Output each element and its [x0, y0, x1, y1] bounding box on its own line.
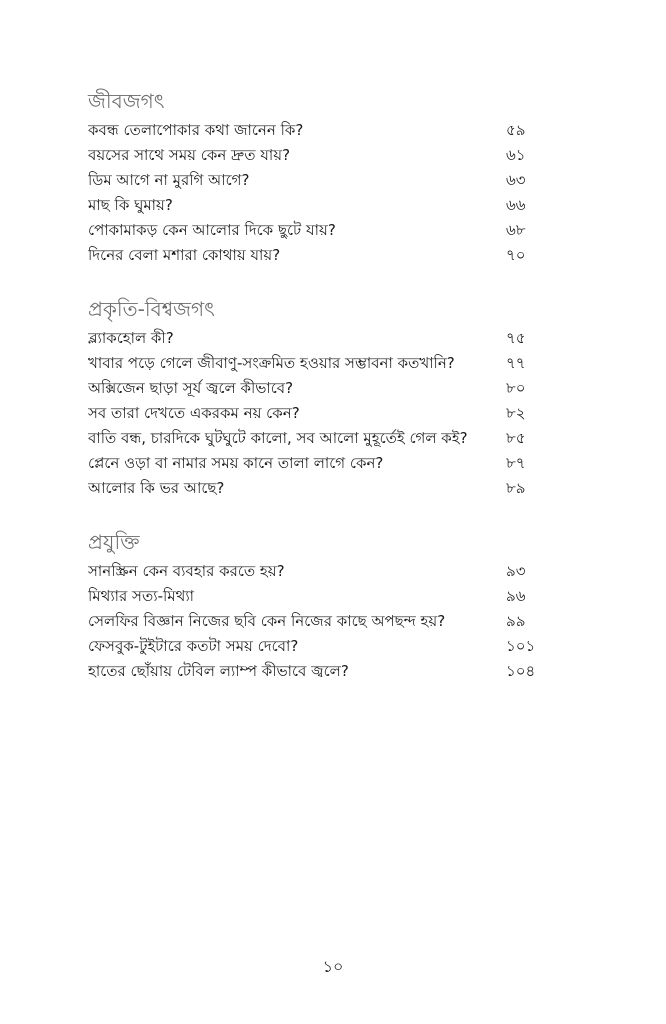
toc-entry-page: ১০১: [506, 637, 536, 655]
page-number: ১০: [322, 957, 344, 976]
toc-entry-title: পোকামাকড় কেন আলোর দিকে ছুটে যায়?: [88, 221, 336, 239]
toc-entry[interactable]: [88, 193, 550, 218]
toc-entry[interactable]: [88, 168, 550, 193]
table-of-contents: [88, 86, 550, 710]
toc-section-jibjagat: [88, 86, 550, 268]
toc-entry-page: ১০৪: [506, 662, 536, 680]
section-heading: জীবজগৎ: [88, 89, 165, 113]
toc-entry-page: ৬৬: [506, 196, 526, 214]
toc-section-prakriti: [88, 294, 550, 501]
toc-entry-page: ৬৩: [506, 171, 526, 189]
toc-entry-page: ৭৫: [506, 329, 526, 347]
toc-entry[interactable]: [88, 351, 550, 376]
toc-entry[interactable]: [88, 609, 550, 634]
toc-entry-title: প্লেনে ওড়া বা নামার সময় কানে তালা লাগে কেন?: [88, 454, 384, 472]
toc-entry[interactable]: [88, 401, 550, 426]
toc-entry[interactable]: [88, 218, 550, 243]
toc-entry-title: বাতি বন্ধ, চারদিকে ঘুটঘুটে কালো, সব আলো মুহূর্তেই গেল কই?: [88, 429, 468, 447]
toc-entry-page: ৮০: [506, 379, 526, 397]
section-heading: প্রকৃতি-বিশ্বজগৎ: [88, 297, 215, 321]
toc-entry-title: মিথ্যার সত্য-মিথ্যা: [88, 587, 195, 605]
toc-entry[interactable]: [88, 326, 550, 351]
toc-entry[interactable]: [88, 634, 550, 659]
toc-entry-page: ৮২: [506, 404, 526, 422]
toc-entry-title: ব্ল্যাকহোল কী?: [88, 329, 174, 347]
toc-entry-title: খাবার পড়ে গেলে জীবাণু-সংক্রমিত হওয়ার সম্ভাবনা কতখানি?: [88, 354, 455, 372]
toc-entry-page: ৮৯: [506, 479, 526, 497]
toc-entry-title: সেলফির বিজ্ঞান নিজের ছবি কেন নিজের কাছে অপছন্দ হয়?: [88, 612, 446, 630]
toc-entry-title: ডিম আগে না মুরগি আগে?: [88, 171, 250, 189]
toc-entry-page: ৫৯: [506, 121, 526, 139]
toc-entry-page: ৮৭: [506, 454, 526, 472]
toc-entry-title: দিনের বেলা মশারা কোথায় যায়?: [88, 246, 281, 264]
toc-entry[interactable]: [88, 451, 550, 476]
toc-entry[interactable]: [88, 476, 550, 501]
toc-section-projukti: [88, 527, 550, 684]
toc-entry-title: সব তারা দেখতে একরকম নয় কেন?: [88, 404, 300, 422]
toc-entry-title: অক্সিজেন ছাড়া সূর্য জ্বলে কীভাবে?: [88, 379, 294, 397]
toc-entry[interactable]: [88, 376, 550, 401]
toc-entry-title: বয়সের সাথে সময় কেন দ্রুত যায়?: [88, 146, 291, 164]
toc-entry[interactable]: [88, 584, 550, 609]
toc-entry[interactable]: [88, 659, 550, 684]
toc-entry-page: ৯৯: [506, 612, 526, 630]
toc-entry-title: সানস্ক্রিন কেন ব্যবহার করতে হয়?: [88, 562, 285, 580]
toc-entry-title: হাতের ছোঁয়ায় টেবিল ল্যাম্প কীভাবে জ্বলে?: [88, 662, 349, 680]
toc-entry[interactable]: [88, 118, 550, 143]
toc-entry-title: ফেসবুক-টুইটারে কতটা সময় দেবো?: [88, 637, 299, 655]
toc-entry-page: ৬১: [506, 146, 526, 164]
toc-entry[interactable]: [88, 426, 550, 451]
toc-entry-page: ৭৭: [506, 354, 526, 372]
toc-entry[interactable]: [88, 559, 550, 584]
toc-entry-page: ৭০: [506, 246, 526, 264]
toc-entry-page: ৯৬: [506, 587, 526, 605]
toc-entry-title: মাছ কি ঘুমায়?: [88, 196, 173, 214]
toc-entry-page: ৬৮: [506, 221, 526, 239]
toc-entry[interactable]: [88, 143, 550, 168]
section-heading: প্রযুক্তি: [88, 530, 140, 554]
toc-entry-title: কবন্ধ তেলাপোকার কথা জানেন কি?: [88, 121, 304, 139]
toc-entry-page: ৮৫: [506, 429, 526, 447]
toc-entry[interactable]: [88, 243, 550, 268]
toc-entry-title: আলোর কি ভর আছে?: [88, 479, 225, 497]
toc-entry-page: ৯৩: [506, 562, 526, 580]
